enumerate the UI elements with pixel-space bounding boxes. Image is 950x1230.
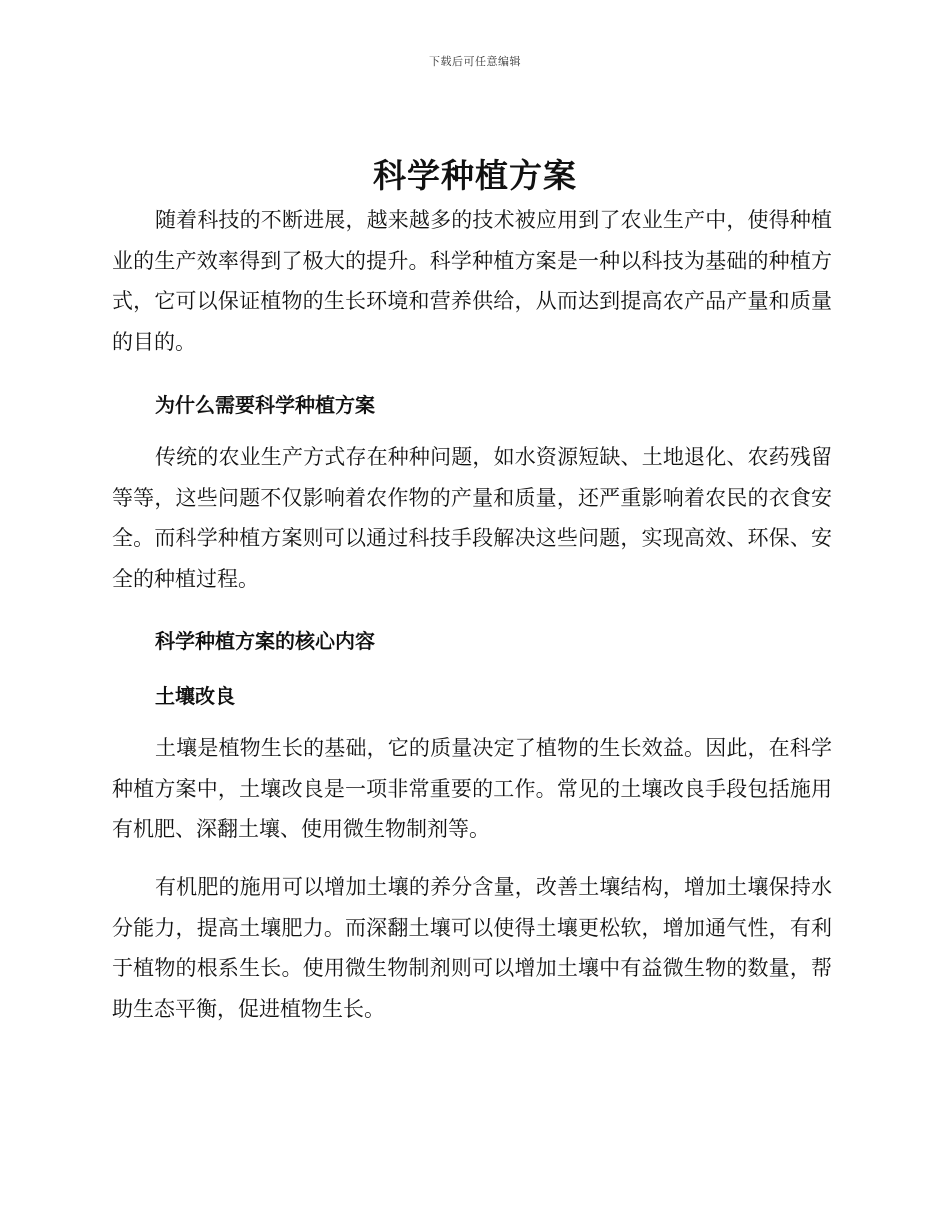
soil-paragraph-1: 土壤是植物生长的基础，它的质量决定了植物的生长效益。因此，在科学种植方案中，土壤改良是一项非常重要的工作。常见的土壤改良手段包括施用有机肥、深翻土壤、使用微生物制剂等。 xyxy=(112,736,832,841)
page-header: 下载后可任意编辑 xyxy=(429,55,521,68)
section-heading-why: 为什么需要科学种植方案 xyxy=(155,393,375,417)
subsection-heading-soil: 土壤改良 xyxy=(155,684,235,708)
soil-paragraph-2: 有机肥的施用可以增加土壤的养分含量，改善土壤结构，增加土壤保持水分能力，提高土壤肥力。而深翻土壤可以使得土壤更松软，增加通气性，有利于植物的根系生长。使用微生物制剂则可以增加土壤中有益微生物的数量，帮助生态平衡，促进植物生长。 xyxy=(112,875,832,1021)
document-title: 科学种植方案 xyxy=(373,156,577,195)
section-heading-core: 科学种植方案的核心内容 xyxy=(155,629,375,653)
section-paragraph-why: 传统的农业生产方式存在种种问题，如水资源短缺、土地退化、农药残留等等，这些问题不仅影响着农作物的产量和质量，还严重影响着农民的衣食安全。而科学种植方案则可以通过科技手段解决这些问题，实现高效、环保、安全的种植过程。 xyxy=(112,445,832,591)
intro-paragraph: 随着科技的不断进展，越来越多的技术被应用到了农业生产中，使得种植业的生产效率得到了极大的提升。科学种植方案是一种以科技为基础的种植方式，它可以保证植物的生长环境和营养供给，从而达到提高农产品产量和质量的目的。 xyxy=(112,208,832,354)
